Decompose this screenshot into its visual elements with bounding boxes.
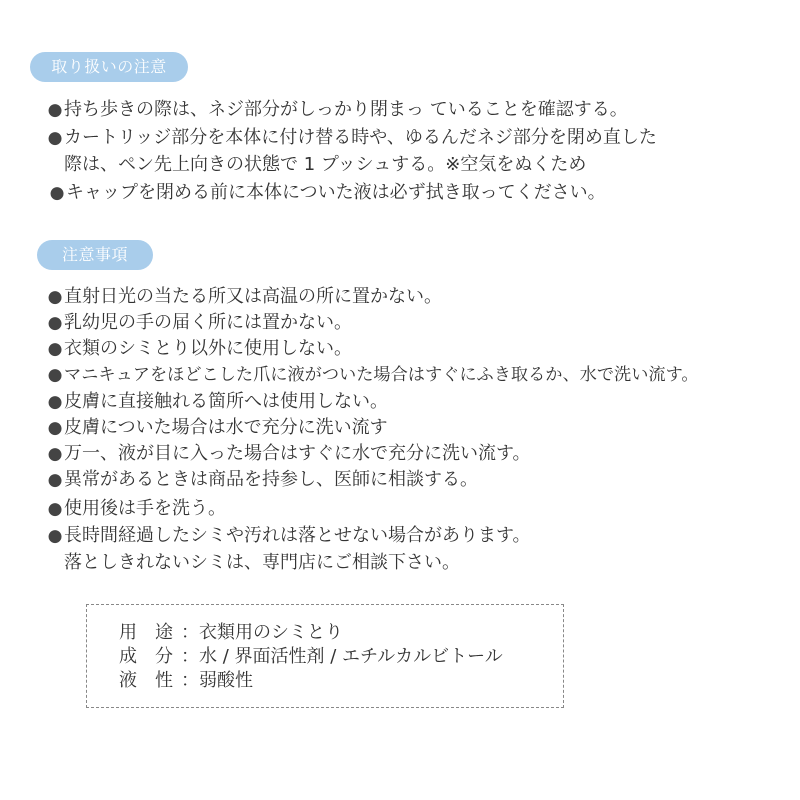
bullet-icon: ● xyxy=(47,339,63,359)
bullet-icon: ● xyxy=(47,100,63,120)
caution-item-text: 直射日光の当たる所又は高温の所に置かない。 xyxy=(64,286,442,307)
bullet-icon: ● xyxy=(49,183,65,203)
spec-value: ：衣類用のシミとり xyxy=(181,622,343,643)
caution-item xyxy=(46,336,352,362)
spec-row-usage xyxy=(119,621,343,645)
caution-item xyxy=(46,441,531,467)
bullet-icon: ● xyxy=(47,418,63,438)
caution-item-continuation: 落としきれないシミは、専門店にご相談下さい。 xyxy=(64,552,460,573)
caution-item xyxy=(46,415,388,441)
caution-item-text: 皮膚に直接触れる箇所へは使用しない。 xyxy=(64,391,388,412)
handling-item-continuation: 際は、ペン先上向きの状態で 1 プッシュする。※空気をぬくため xyxy=(64,154,587,175)
caution-item xyxy=(46,523,531,549)
caution-item-text: 乳幼児の手の届く所には置かない。 xyxy=(64,312,352,333)
bullet-icon: ● xyxy=(47,365,63,385)
section-heading-caution: 注意事項 xyxy=(37,240,153,270)
caution-item-text: 長時間経過したシミや汚れは落とせない場合があります。 xyxy=(64,525,531,546)
caution-item xyxy=(46,362,699,388)
spec-row-ingredients xyxy=(119,645,503,669)
spec-value: ：弱酸性 xyxy=(181,670,253,691)
handling-item-text: キャップを閉める前に本体についた液は必ず拭き取ってください。 xyxy=(66,182,606,203)
spec-label: 液 性 xyxy=(119,670,173,691)
caution-item-text: 衣類のシミとり以外に使用しない。 xyxy=(64,338,352,359)
caution-item-text: 万一、液が目に入った場合はすぐに水で充分に洗い流す。 xyxy=(64,443,531,464)
caution-item-text: 使用後は手を洗う。 xyxy=(64,498,226,519)
bullet-icon: ● xyxy=(47,287,63,307)
caution-item xyxy=(46,496,226,522)
handling-item-text: 持ち歩きの際は、ネジ部分がしっかり閉まっ ていることを確認する。 xyxy=(64,99,628,120)
bullet-icon: ● xyxy=(47,128,63,148)
spec-label: 成 分 xyxy=(119,646,173,667)
handling-item xyxy=(46,97,628,123)
caution-item-text: 皮膚についた場合は水で充分に洗い流す xyxy=(64,417,388,438)
spec-value: ：水 / 界面活性剤 / エチルカルビトール xyxy=(181,646,503,667)
caution-item xyxy=(46,284,442,310)
section-heading-handling: 取り扱いの注意 xyxy=(30,52,188,82)
bullet-icon: ● xyxy=(47,526,63,546)
spec-label: 用 途 xyxy=(119,622,173,643)
bullet-icon: ● xyxy=(47,444,63,464)
caution-item-text: マニキュアをほどこした爪に液がついた場合はすぐにふき取るか、水で洗い流す。 xyxy=(64,365,699,385)
spec-row-liquid-type xyxy=(119,669,253,693)
caution-item xyxy=(46,389,388,415)
bullet-icon: ● xyxy=(47,499,63,519)
product-spec-box xyxy=(86,604,564,708)
bullet-icon: ● xyxy=(47,313,63,333)
caution-item xyxy=(46,310,352,336)
handling-item xyxy=(46,125,657,151)
caution-item-text: 異常があるときは商品を持参し、医師に相談する。 xyxy=(64,469,478,490)
handling-item xyxy=(48,180,606,206)
bullet-icon: ● xyxy=(47,470,63,490)
handling-item-text: カートリッジ部分を本体に付け替る時や、ゆるんだネジ部分を閉め直した xyxy=(64,127,657,148)
caution-item xyxy=(46,467,478,493)
bullet-icon: ● xyxy=(47,392,63,412)
